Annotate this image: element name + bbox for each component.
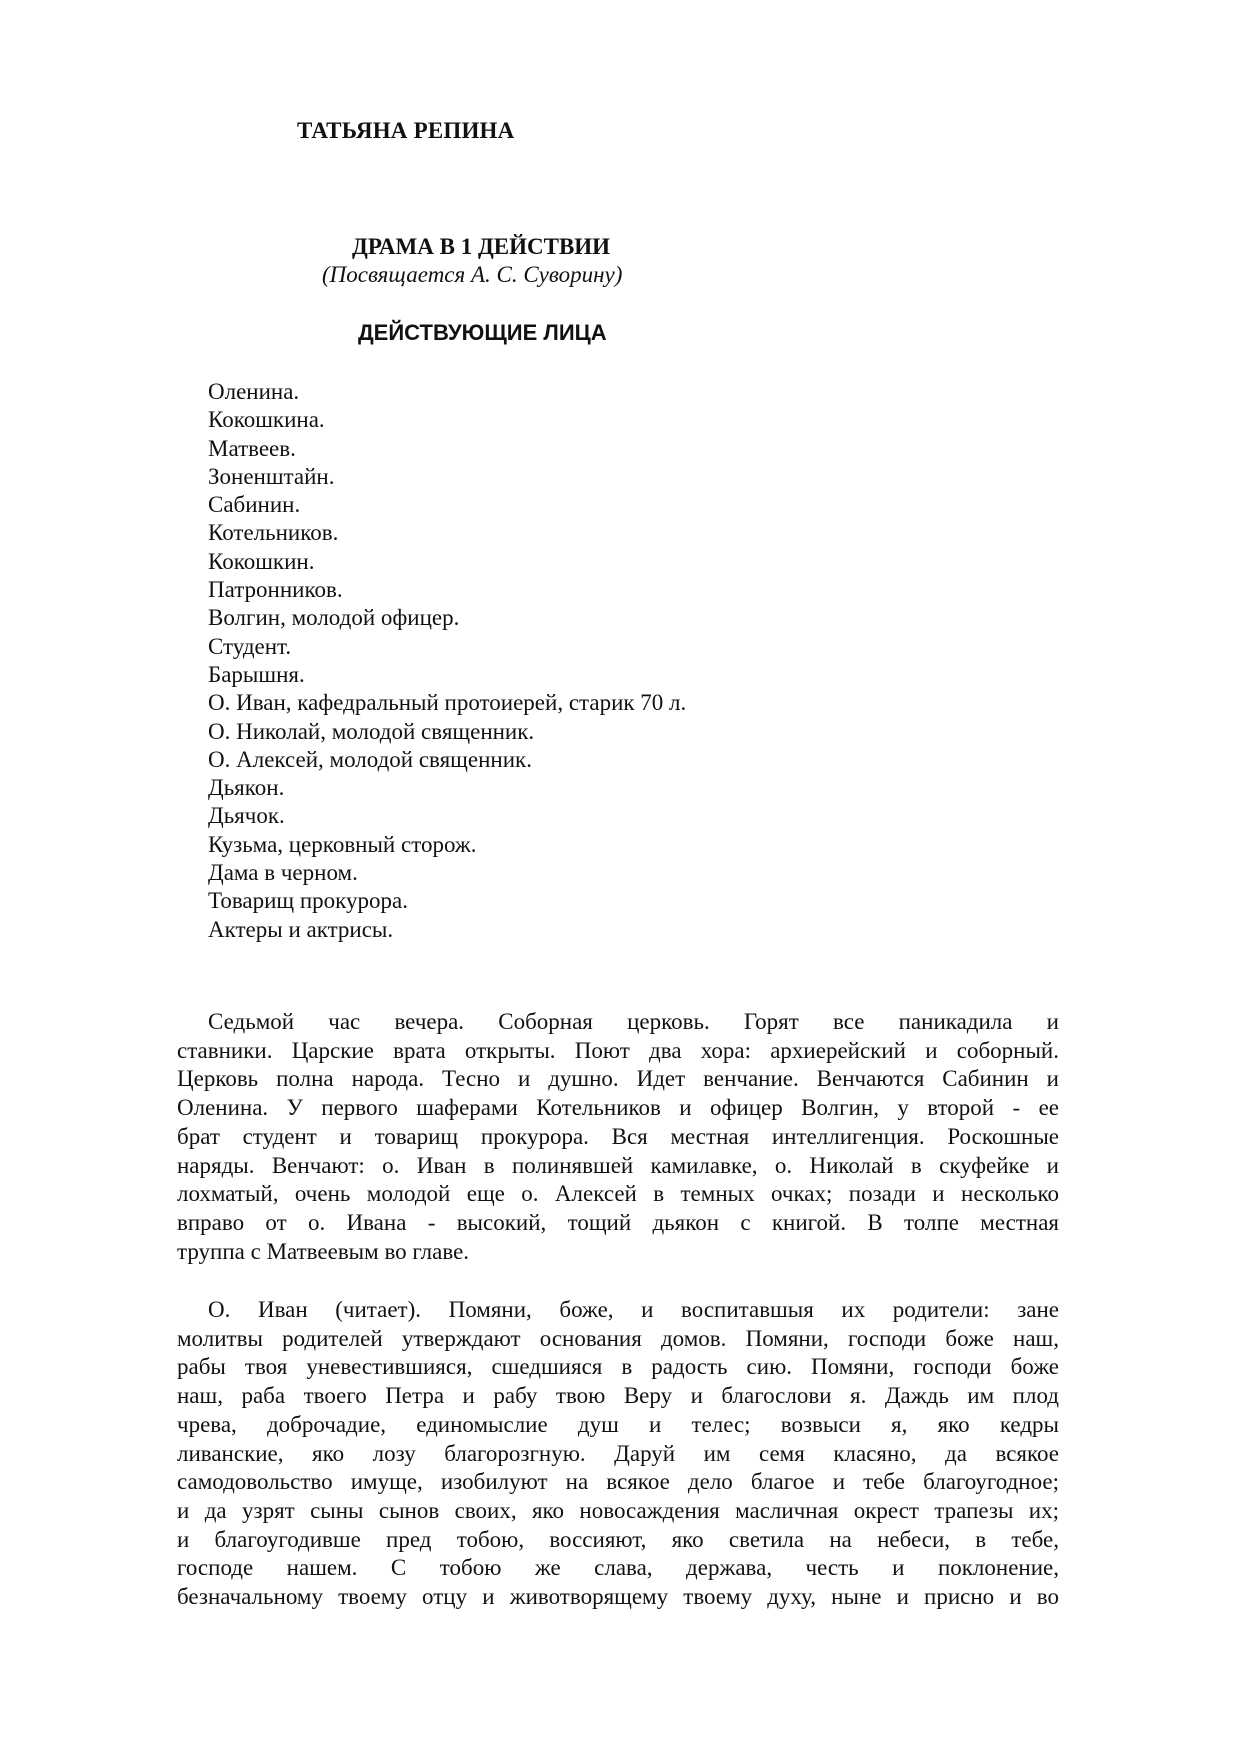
text-line: наряды. Венчают: о. Иван в полинявшей камилавке, о. Николай в скуфейке и <box>177 1152 1059 1178</box>
text-line: самодовольство имуще, изобилуют на всякое дело благое и тебе благоугодное; <box>177 1469 1059 1495</box>
cast-heading: ДЕЙСТВУЮЩИЕ ЛИЦА <box>358 320 607 345</box>
text-line: ливанские, яко лозу благорозгную. Даруй им семя класяно, да всякое <box>177 1440 1059 1466</box>
cast-item: Дьякон. <box>208 775 285 801</box>
text-line: вправо от о. Ивана - высокий, тощий дьякон с книгой. В толпе местная <box>177 1209 1059 1235</box>
cast-item: Оленина. <box>208 379 300 404</box>
cast-item: О. Алексей, молодой священник. <box>208 746 532 772</box>
play-subtitle: ДРАМА В 1 ДЕЙСТВИИ <box>352 234 611 259</box>
cast-item: Дама в черном. <box>208 860 358 886</box>
dedication: (Посвящается А. С. Суворину) <box>322 262 623 287</box>
cast-item: О. Иван, кафедральный протоиерей, старик 70 л. <box>208 690 687 716</box>
cast-item: Патронников. <box>208 577 343 603</box>
cast-item: Матвеев. <box>208 435 296 461</box>
text-line: Оленина. У первого шаферами Котельников и офицер Волгин, у второй - ее <box>177 1095 1059 1121</box>
cast-item: Кузьма, церковный сторож. <box>208 831 477 857</box>
text-line: лохматый, очень молодой еще о. Алексей в темных очках; позади и несколько <box>177 1181 1059 1207</box>
text-line: наш, раба твоего Петра и рабу твою Веру и благослови я. Даждь им плод <box>177 1383 1059 1409</box>
text-line: молитвы родителей утверждают основания домов. Помяни, господи боже наш, <box>177 1325 1059 1351</box>
cast-item: Студент. <box>208 633 292 659</box>
cast-item: Кокошкина. <box>208 407 325 433</box>
stage-direction-paragraph <box>177 1008 1059 1266</box>
text-line: и благоугодивше пред тобою, воссияют, яко светила на небеси, в тебе, <box>177 1526 1059 1552</box>
cast-item: Актеры и актрисы. <box>208 916 394 942</box>
cast-list <box>208 378 686 944</box>
cast-item: Дьячок. <box>208 803 285 829</box>
text-line: ставники. Царские врата открыты. Поют два хора: архиерейский и соборный. <box>177 1037 1059 1063</box>
cast-item: Сабинин. <box>208 492 301 518</box>
text-line: Седьмой час вечера. Соборная церковь. Горят все паникадила и <box>208 1009 1059 1034</box>
text-line: безначальному твоему отцу и животворящему твоему духу, ныне и присно и во <box>177 1584 1059 1610</box>
text-line: брат студент и товарищ прокурора. Вся местная интеллигенция. Роскошные <box>177 1123 1059 1149</box>
text-line: труппа с Матвеевым во главе. <box>177 1238 470 1264</box>
play-title: ТАТЬЯНА РЕПИНА <box>297 118 515 143</box>
text-line: господе нашем. С тобою же слава, держава, честь и поклонение, <box>177 1555 1059 1581</box>
cast-item: Котельников. <box>208 520 339 546</box>
cast-item: Волгин, молодой офицер. <box>208 605 460 631</box>
text-line: чрева, доброчадие, единомыслие душ и телес; возвыси я, яко кедры <box>177 1411 1059 1437</box>
reading-paragraph <box>177 1296 1059 1612</box>
text-line: рабы твоя уневестившияся, сшедшияся в радость сию. Помяни, господи боже <box>177 1354 1059 1380</box>
text-line: и да узрят сыны сынов своих, яко новосаждения масличная окрест трапезы их; <box>177 1497 1059 1523</box>
cast-item: Кокошкин. <box>208 548 315 574</box>
cast-item: Барышня. <box>208 661 305 687</box>
cast-item: Зоненштайн. <box>208 463 335 489</box>
cast-item: О. Николай, молодой священник. <box>208 718 535 744</box>
text-line: Церковь полна народа. Тесно и душно. Идет венчание. Венчаются Сабинин и <box>177 1066 1059 1092</box>
cast-item: Товарищ прокурора. <box>208 888 408 914</box>
text-line: О. Иван (читает). Помяни, боже, и воспитавшыя их родители: зане <box>208 1297 1059 1322</box>
